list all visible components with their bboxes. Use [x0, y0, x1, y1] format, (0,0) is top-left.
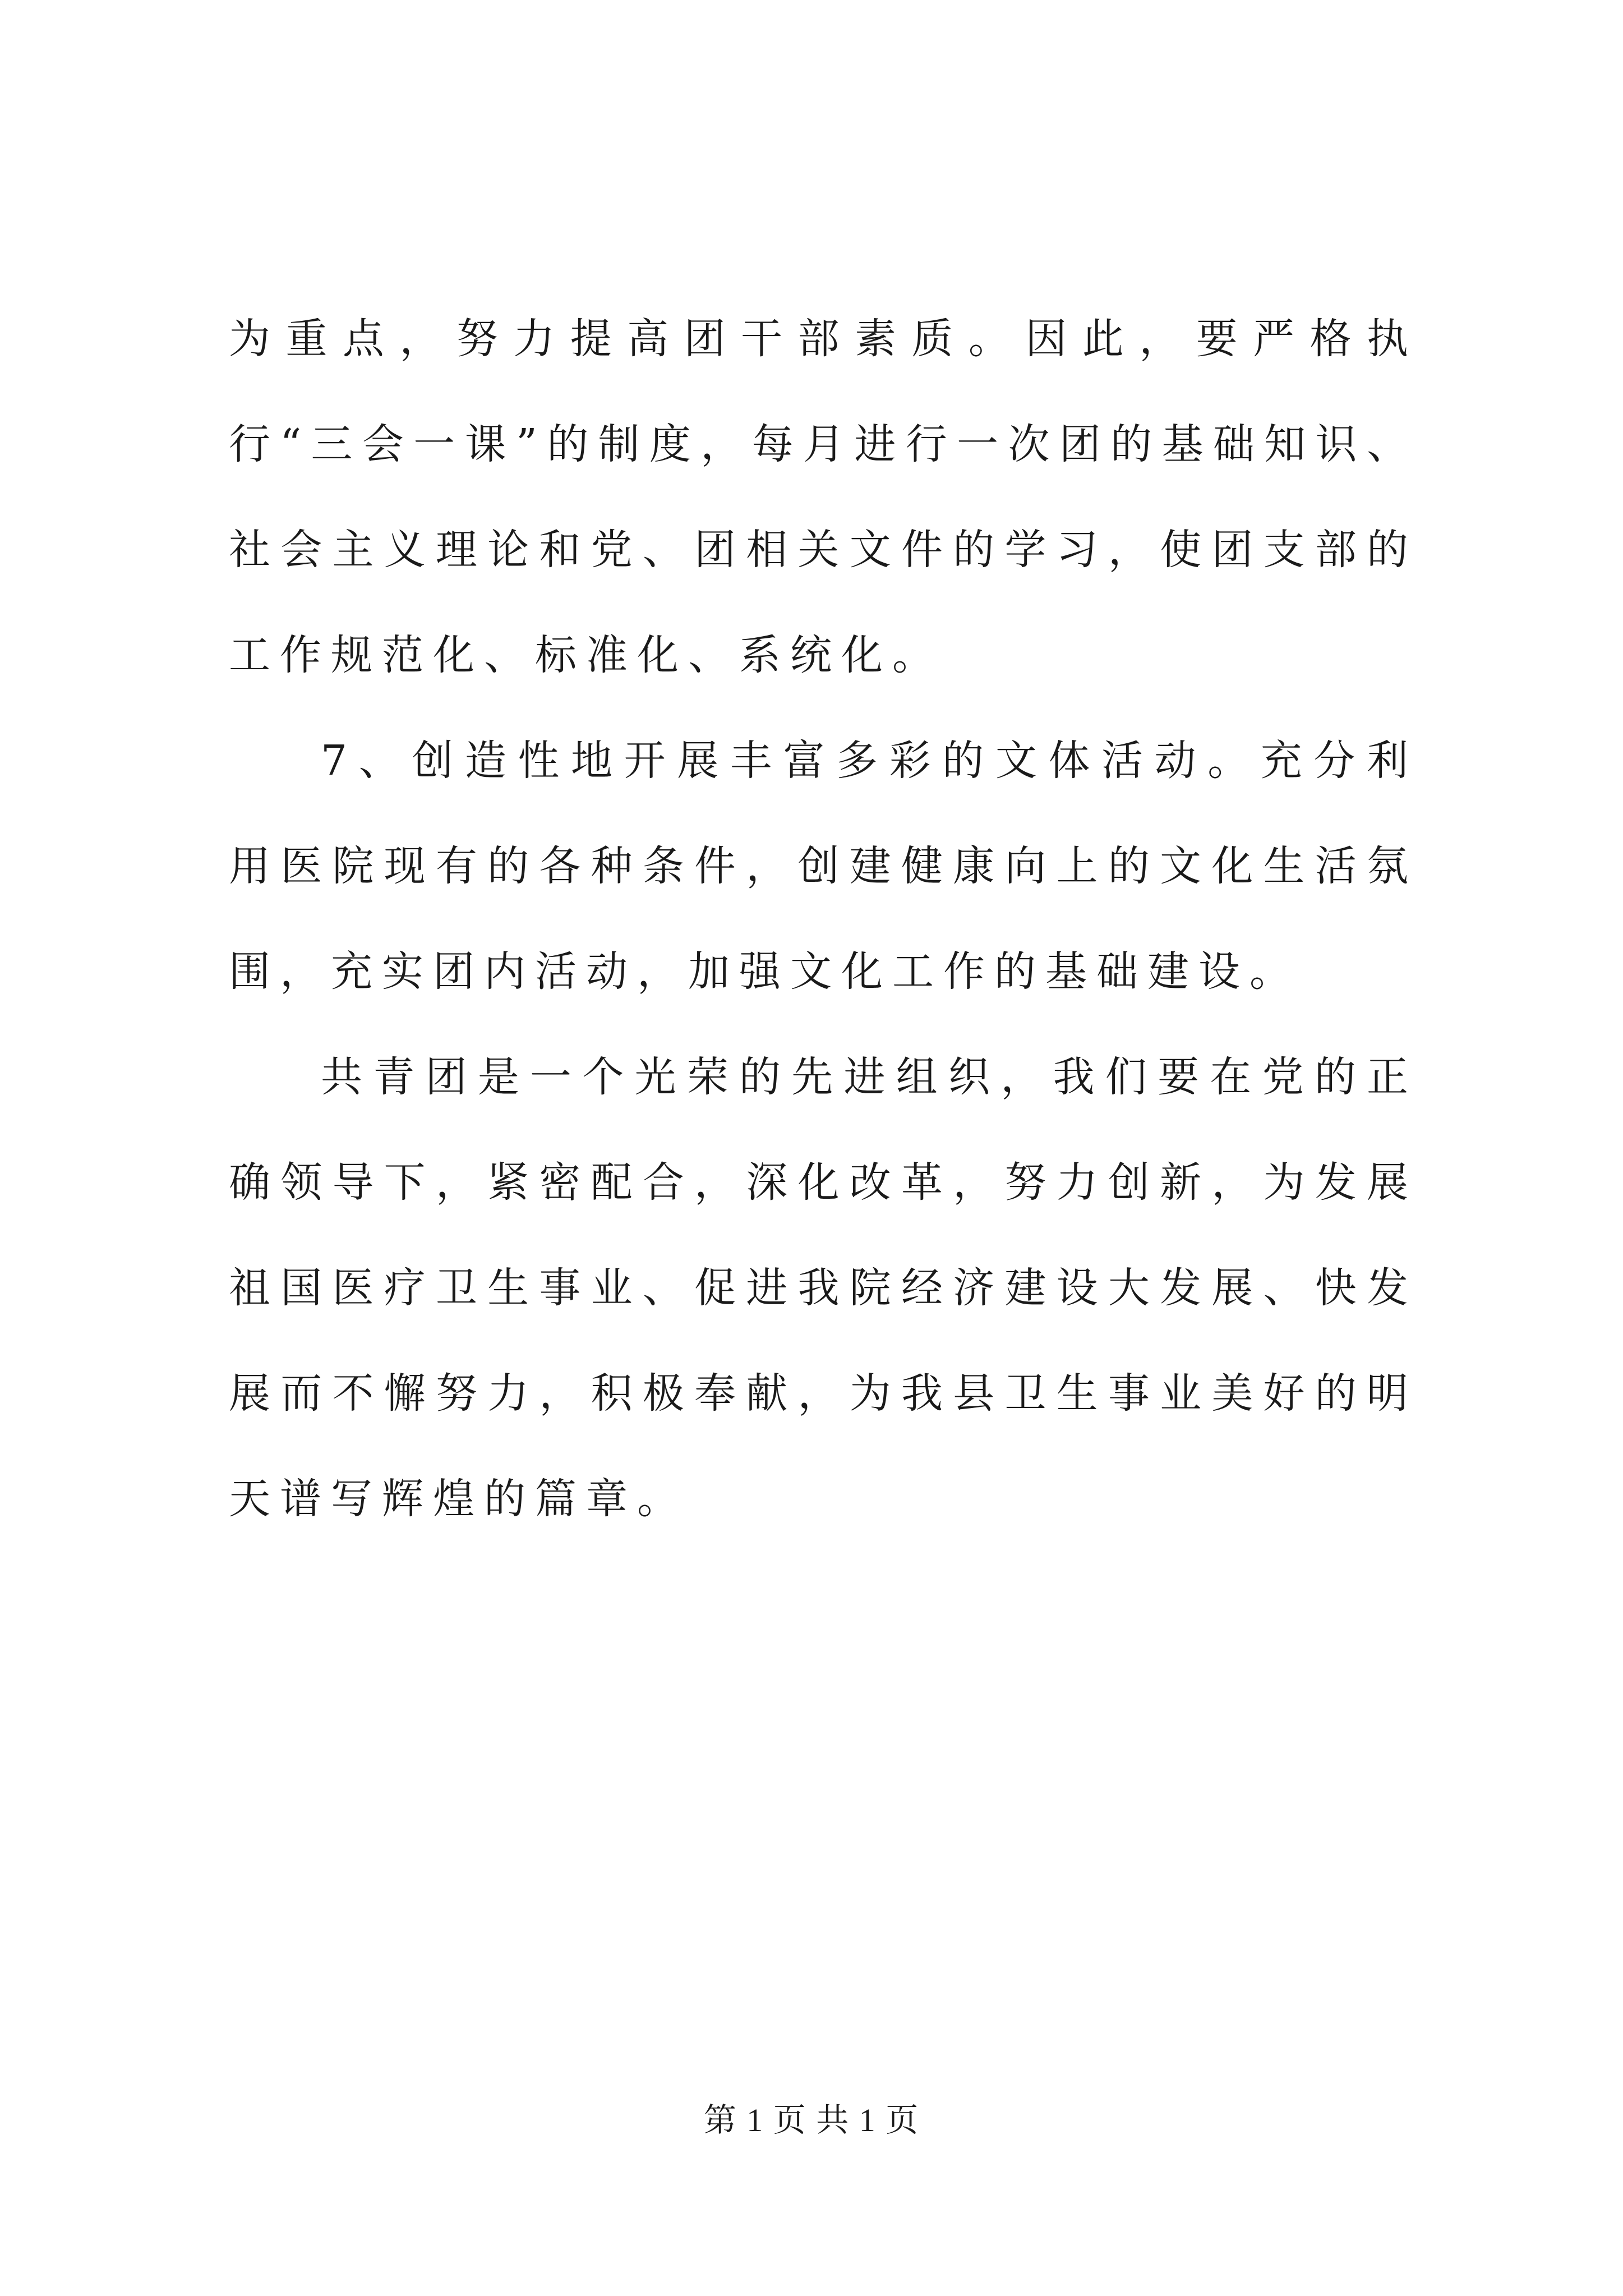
paragraph-continuation: 为重点，努力提高团干部素质。因此，要严格执行“三会一课”的制度，每月进行一次团的基础知识、社会主义理论和党、团相关文件的学习，使团支部的工作规范化、标准化、系统化。	[229, 315, 1418, 679]
page-number-footer: 第 1 页 共 1 页	[703, 2102, 920, 2138]
paragraph-item-7: 7、创造性地开展丰富多彩的文体活动。充分利用医院现有的各种条件，创建健康向上的文化生活氛围，充实团内活动，加强文化工作的基础建设。	[229, 737, 1418, 996]
document-body	[229, 286, 1418, 1552]
paragraph-closing: 共青团是一个光荣的先进组织，我们要在党的正确领导下，紧密配合，深化改革，努力创新，为发展祖国医疗卫生事业、促进我院经济建设大发展、快发展而不懈努力，积极奉献，为我县卫生事业美好的明天谱写辉煌的篇章。	[229, 1053, 1418, 1523]
